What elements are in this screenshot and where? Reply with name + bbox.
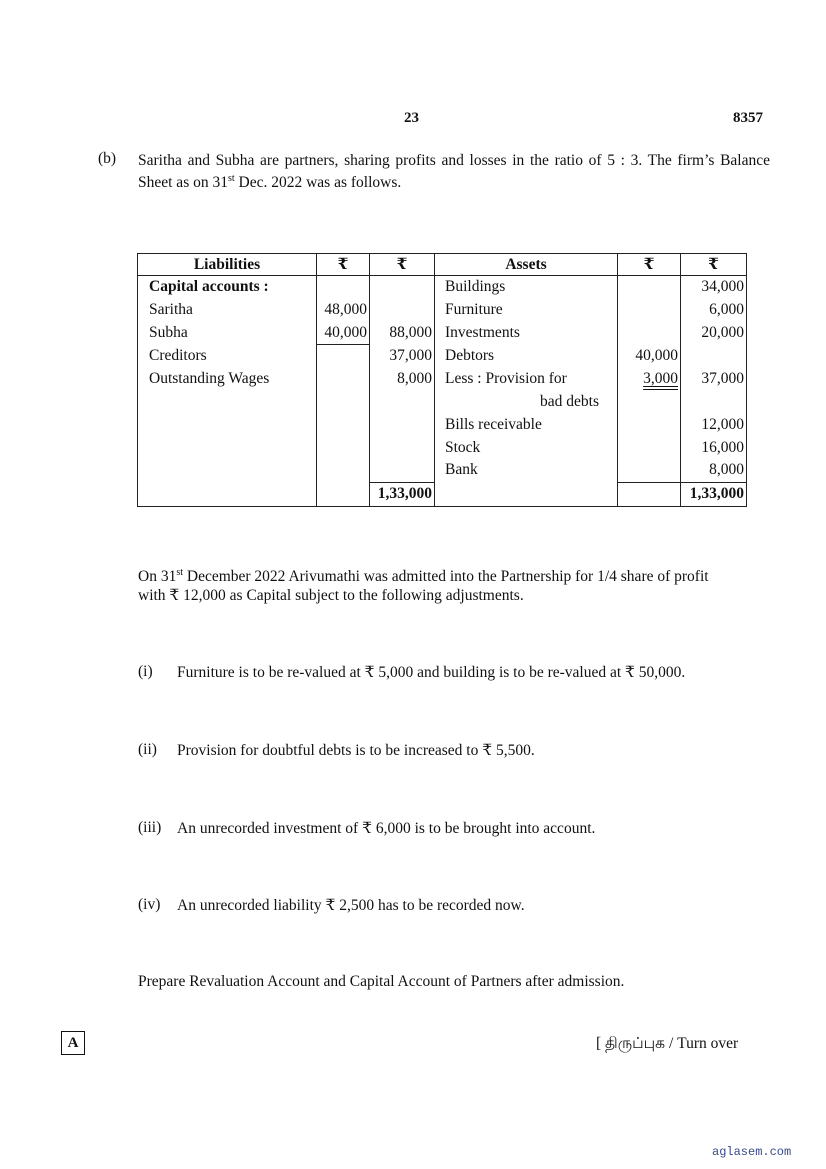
header-rupee: ₹	[370, 254, 435, 276]
asset-label: Stock	[435, 437, 618, 460]
admission-paragraph	[138, 567, 738, 605]
admission-text: On 31	[138, 568, 177, 585]
balance-sheet-table	[137, 253, 747, 507]
liability-amount: 88,000	[370, 322, 435, 345]
liability-sub	[317, 276, 370, 299]
liability-amount: 37,000	[370, 345, 435, 368]
asset-label: Bills receivable	[435, 414, 618, 437]
header-liabilities: Liabilities	[138, 254, 317, 276]
liability-sub	[317, 368, 370, 391]
total-liabilities: 1,33,000	[370, 483, 435, 507]
version-box: A	[61, 1031, 85, 1055]
asset-sub: 3,000	[643, 370, 678, 388]
paper-code: 8357	[733, 110, 763, 126]
empty-cell	[370, 437, 435, 460]
adjustment-number: (i)	[138, 663, 153, 680]
table-row	[138, 322, 747, 345]
asset-sub-cell	[618, 368, 681, 391]
header-rupee: ₹	[618, 254, 681, 276]
empty-cell	[317, 483, 370, 507]
superscript: st	[176, 567, 183, 578]
empty-cell	[138, 483, 317, 507]
asset-amount: 16,000	[681, 437, 747, 460]
empty-cell	[370, 414, 435, 437]
asset-amount: 12,000	[681, 414, 747, 437]
asset-label: Buildings	[435, 276, 618, 299]
table-total-row	[138, 483, 747, 507]
asset-sub: 40,000	[618, 345, 681, 368]
asset-amount: 34,000	[681, 276, 747, 299]
table-row	[138, 437, 747, 460]
empty-cell	[370, 391, 435, 414]
asset-label: bad debts	[435, 391, 618, 414]
empty-cell	[317, 459, 370, 482]
asset-sub	[618, 459, 681, 482]
asset-amount: 20,000	[681, 322, 747, 345]
table-row	[138, 276, 747, 299]
table-row	[138, 414, 747, 437]
empty-cell	[370, 459, 435, 482]
adjustment-text: Provision for doubtful debts is to be increased to ₹ 5,500.	[177, 742, 535, 759]
empty-cell	[138, 414, 317, 437]
question-label: (b)	[98, 150, 117, 167]
asset-label: Bank	[435, 459, 618, 482]
asset-amount: 37,000	[681, 368, 747, 391]
asset-sub	[618, 437, 681, 460]
question-intro	[138, 150, 770, 194]
watermark: aglasem.com	[712, 1145, 792, 1159]
page-number: 23	[404, 110, 419, 126]
table-row	[138, 299, 747, 322]
table-row	[138, 345, 747, 368]
empty-cell	[138, 437, 317, 460]
liability-sub: 40,000	[317, 322, 370, 345]
asset-label: Investments	[435, 322, 618, 345]
superscript: st	[227, 173, 235, 184]
liability-label: Creditors	[138, 345, 317, 368]
empty-cell	[138, 391, 317, 414]
table-header-row	[138, 254, 747, 276]
liability-amount	[370, 276, 435, 299]
adjustment-text: An unrecorded investment of ₹ 6,000 is to be brought into account.	[177, 820, 596, 837]
asset-label: Less : Provision for	[435, 368, 618, 391]
adjustment-number: (iii)	[138, 819, 162, 836]
header-rupee: ₹	[317, 254, 370, 276]
asset-sub	[618, 322, 681, 345]
liability-amount: 8,000	[370, 368, 435, 391]
question-intro-text-2: Dec. 2022 was as follows.	[234, 174, 402, 191]
empty-cell	[618, 483, 681, 507]
empty-cell	[317, 437, 370, 460]
header-assets: Assets	[435, 254, 618, 276]
asset-sub	[618, 276, 681, 299]
adjustment-number: (iv)	[138, 896, 161, 913]
asset-label: Debtors	[435, 345, 618, 368]
table-row	[138, 368, 747, 391]
liability-amount	[370, 299, 435, 322]
asset-amount: 8,000	[681, 459, 747, 482]
liability-sub	[317, 345, 370, 368]
liability-sub: 48,000	[317, 299, 370, 322]
instruction-text: Prepare Revaluation Account and Capital Account of Partners after admission.	[138, 973, 625, 990]
asset-sub	[618, 391, 681, 414]
turn-over-note: [ திருப்புக / Turn over	[596, 1035, 739, 1052]
adjustment-text: Furniture is to be re-valued at ₹ 5,000 and building is to be re-valued at ₹ 50,000.	[177, 664, 686, 681]
asset-label: Furniture	[435, 299, 618, 322]
empty-cell	[317, 414, 370, 437]
adjustment-text: An unrecorded liability ₹ 2,500 has to be recorded now.	[177, 897, 525, 914]
asset-amount	[681, 391, 747, 414]
admission-text-2: December 2022 Arivumathi was admitted into the Partnership for 1/4 share of profit with ₹ 12,000 as Capital subject to the following adjustments.	[138, 568, 709, 604]
empty-cell	[138, 459, 317, 482]
asset-sub	[618, 299, 681, 322]
asset-sub	[618, 414, 681, 437]
empty-cell	[435, 483, 618, 507]
liability-label: Saritha	[138, 299, 317, 322]
liability-label: Capital accounts :	[138, 276, 317, 299]
asset-amount: 6,000	[681, 299, 747, 322]
table-row	[138, 459, 747, 482]
liability-label: Subha	[138, 322, 317, 345]
empty-cell	[317, 391, 370, 414]
adjustment-number: (ii)	[138, 741, 157, 758]
header-rupee: ₹	[681, 254, 747, 276]
liability-label: Outstanding Wages	[138, 368, 317, 391]
question-intro-text: Saritha and Subha are partners, sharing profits and losses in the ratio of 5 : 3. The firm’s Balance Sheet as on 31	[138, 152, 770, 191]
asset-amount	[681, 345, 747, 368]
total-assets: 1,33,000	[681, 483, 747, 507]
table-row	[138, 391, 747, 414]
